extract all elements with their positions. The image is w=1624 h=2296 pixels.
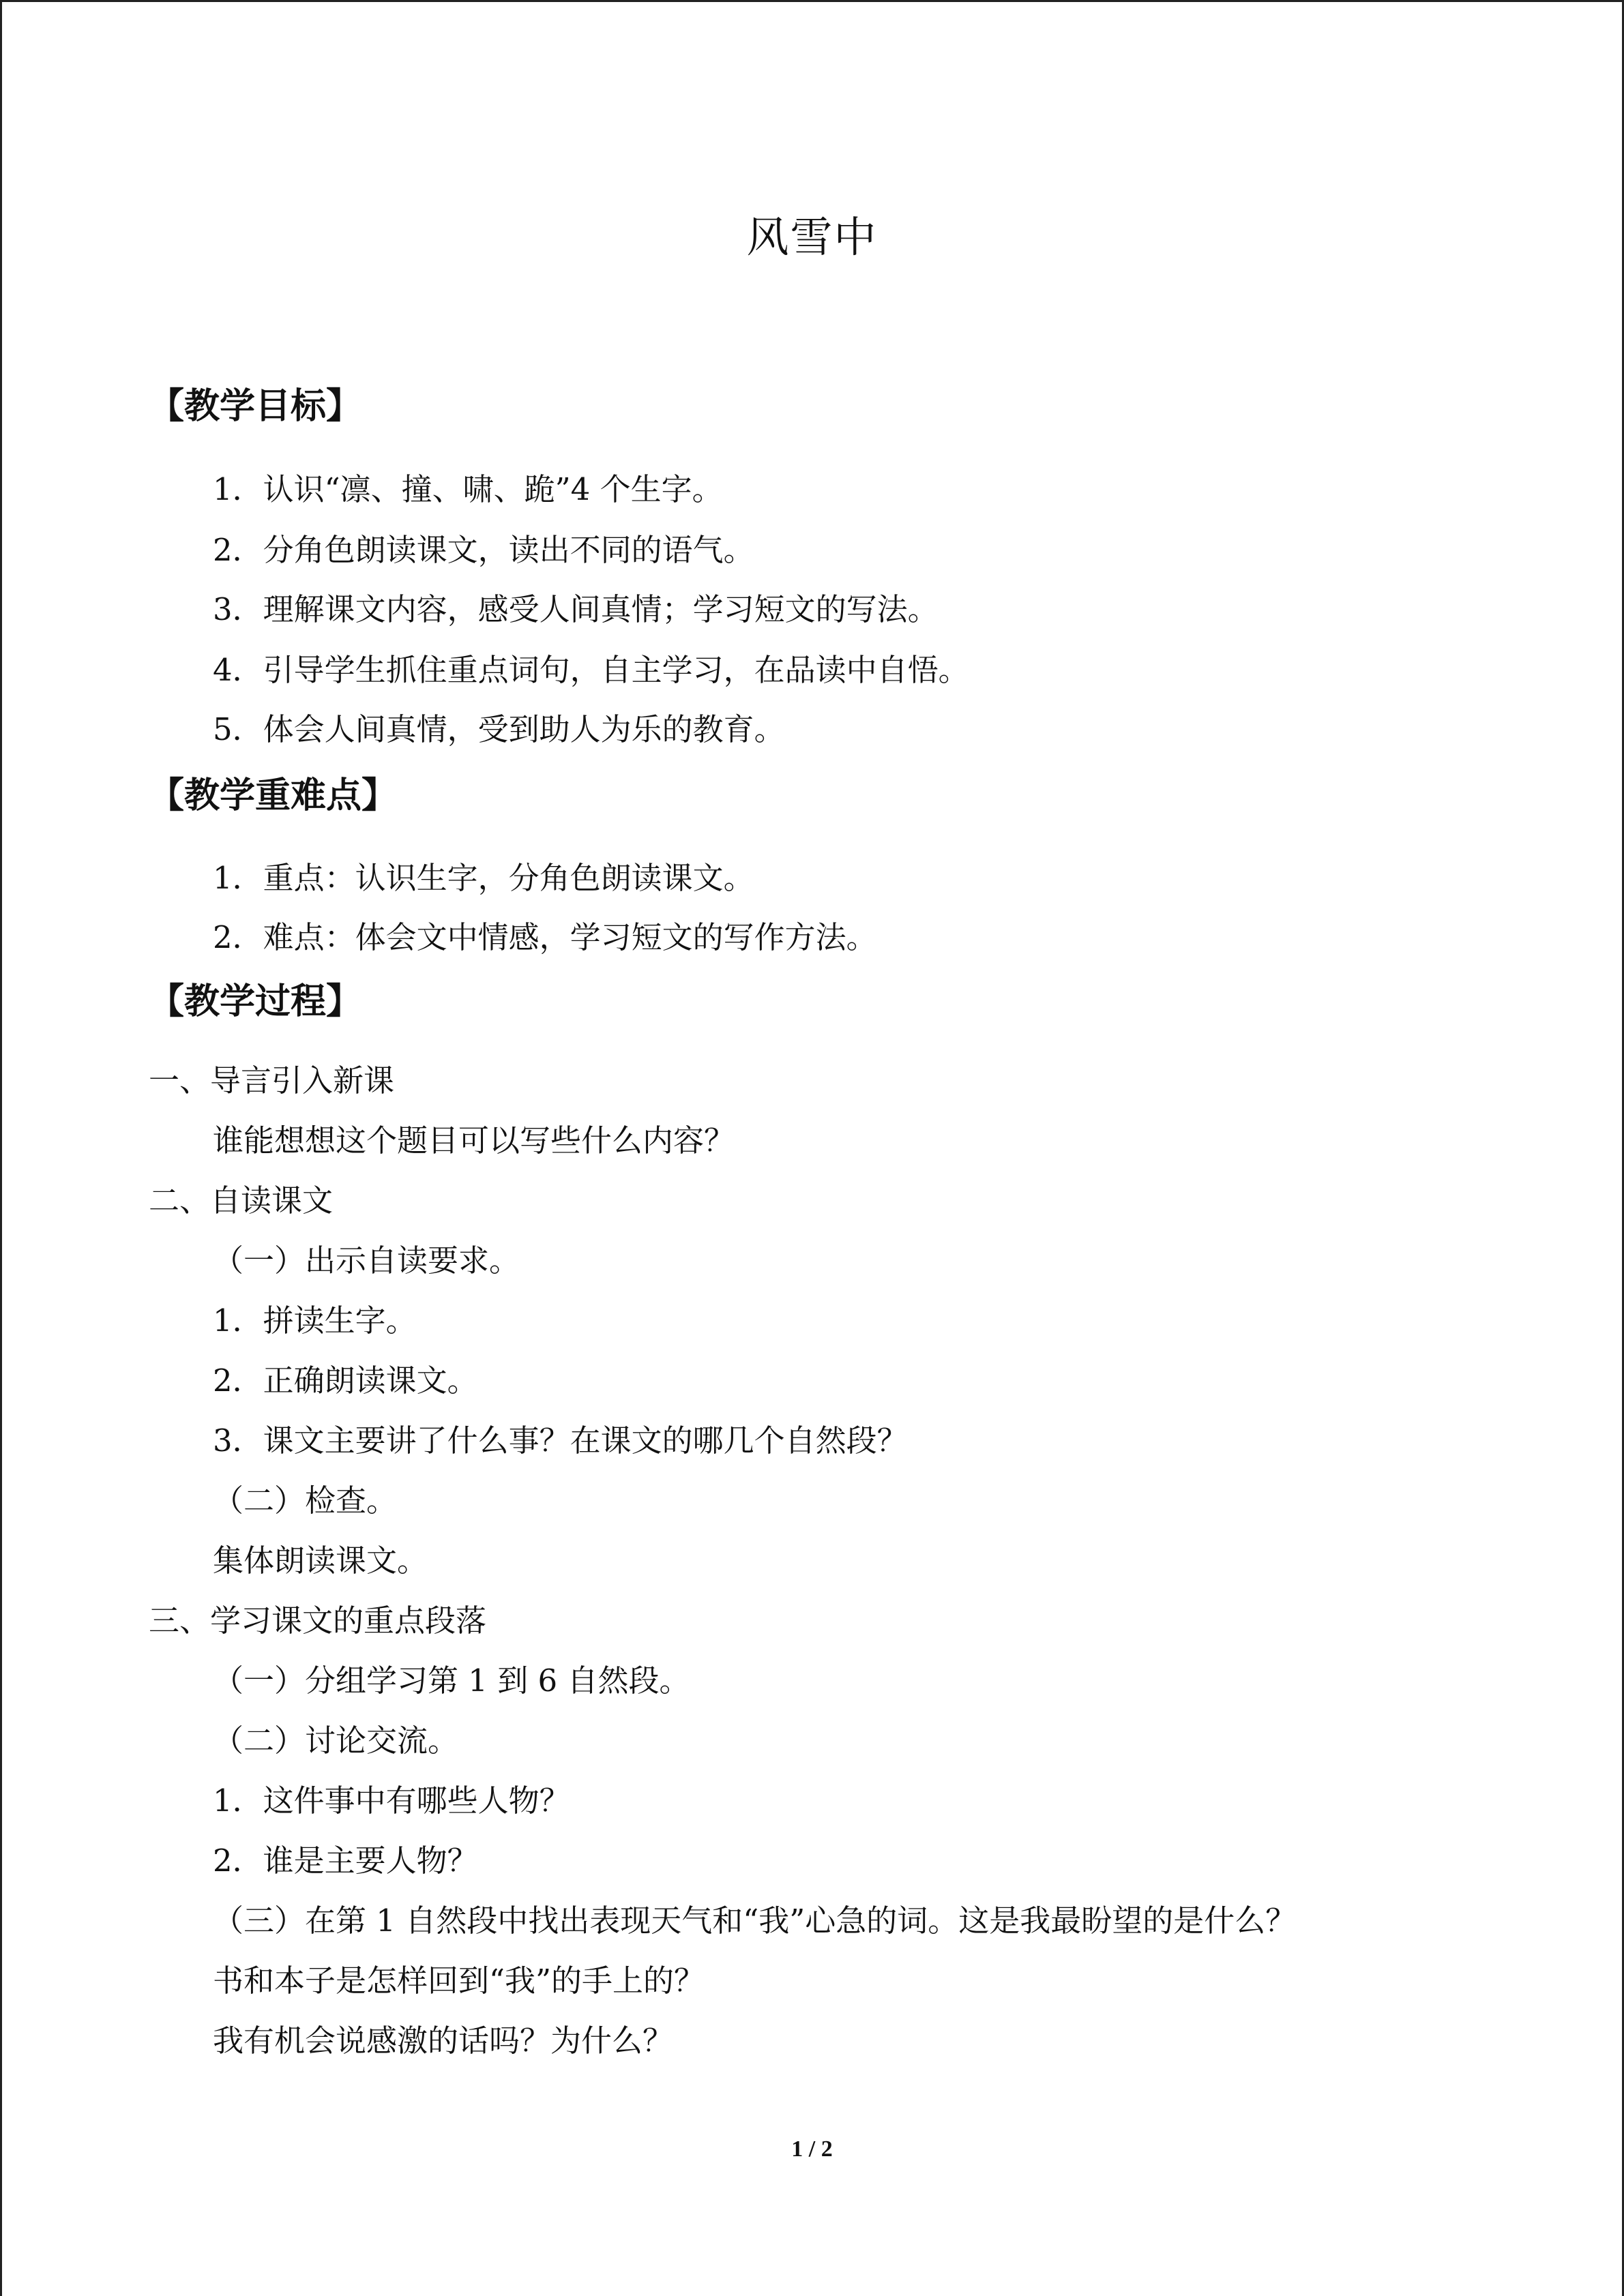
section-heading-key-points: 【教学重难点】 — [149, 775, 398, 816]
key-point-item: 1．重点：认识生字，分角色朗读课文。 — [213, 860, 754, 896]
process-line: （三）在第 1 自然段中找出表现天气和“我”心急的词。这是我最盼望的是什么？ — [213, 1903, 1297, 1939]
process-line: 2．谁是主要人物？ — [213, 1843, 478, 1879]
document-title: 风雪中 — [746, 212, 878, 262]
process-line: 集体朗读课文。 — [213, 1542, 428, 1579]
process-line: （二）检查。 — [213, 1482, 398, 1519]
process-line: 一、导言引入新课 — [149, 1062, 395, 1099]
process-line: 1．拼读生字。 — [213, 1302, 417, 1339]
process-line: 2．正确朗读课文。 — [213, 1362, 478, 1399]
process-line: 我有机会说感激的话吗？为什么？ — [213, 2023, 674, 2059]
section-heading-objectives: 【教学目标】 — [149, 386, 362, 427]
process-line: 书和本子是怎样回到“我”的手上的？ — [213, 1963, 705, 1999]
page-number: 1 / 2 — [791, 2136, 833, 2162]
objective-item: 2．分角色朗读课文，读出不同的语气。 — [213, 532, 754, 568]
process-line: （一）出示自读要求。 — [213, 1242, 520, 1279]
objective-item: 3．理解课文内容，感受人间真情；学习短文的写法。 — [213, 591, 939, 627]
objective-item: 1．认识“凛、撞、啸、跪”4 个生字。 — [213, 471, 723, 507]
section-heading-process: 【教学过程】 — [149, 981, 362, 1022]
objective-item: 5．体会人间真情，受到助人为乐的教育。 — [213, 711, 785, 747]
process-line: 三、学习课文的重点段落 — [149, 1602, 487, 1639]
process-line: 二、自读课文 — [149, 1182, 334, 1219]
process-line: 3．课文主要讲了什么事？在课文的哪几个自然段？ — [213, 1422, 908, 1459]
key-point-item: 2．难点：体会文中情感，学习短文的写作方法。 — [213, 919, 877, 955]
process-line: 1．这件事中有哪些人物？ — [213, 1783, 570, 1819]
process-line: 谁能想想这个题目可以写些什么内容？ — [213, 1122, 735, 1159]
process-line: （一）分组学习第 1 到 6 自然段。 — [213, 1663, 690, 1699]
objective-item: 4．引导学生抓住重点词句，自主学习，在品读中自悟。 — [213, 652, 969, 688]
process-line: （二）讨论交流。 — [213, 1723, 459, 1759]
